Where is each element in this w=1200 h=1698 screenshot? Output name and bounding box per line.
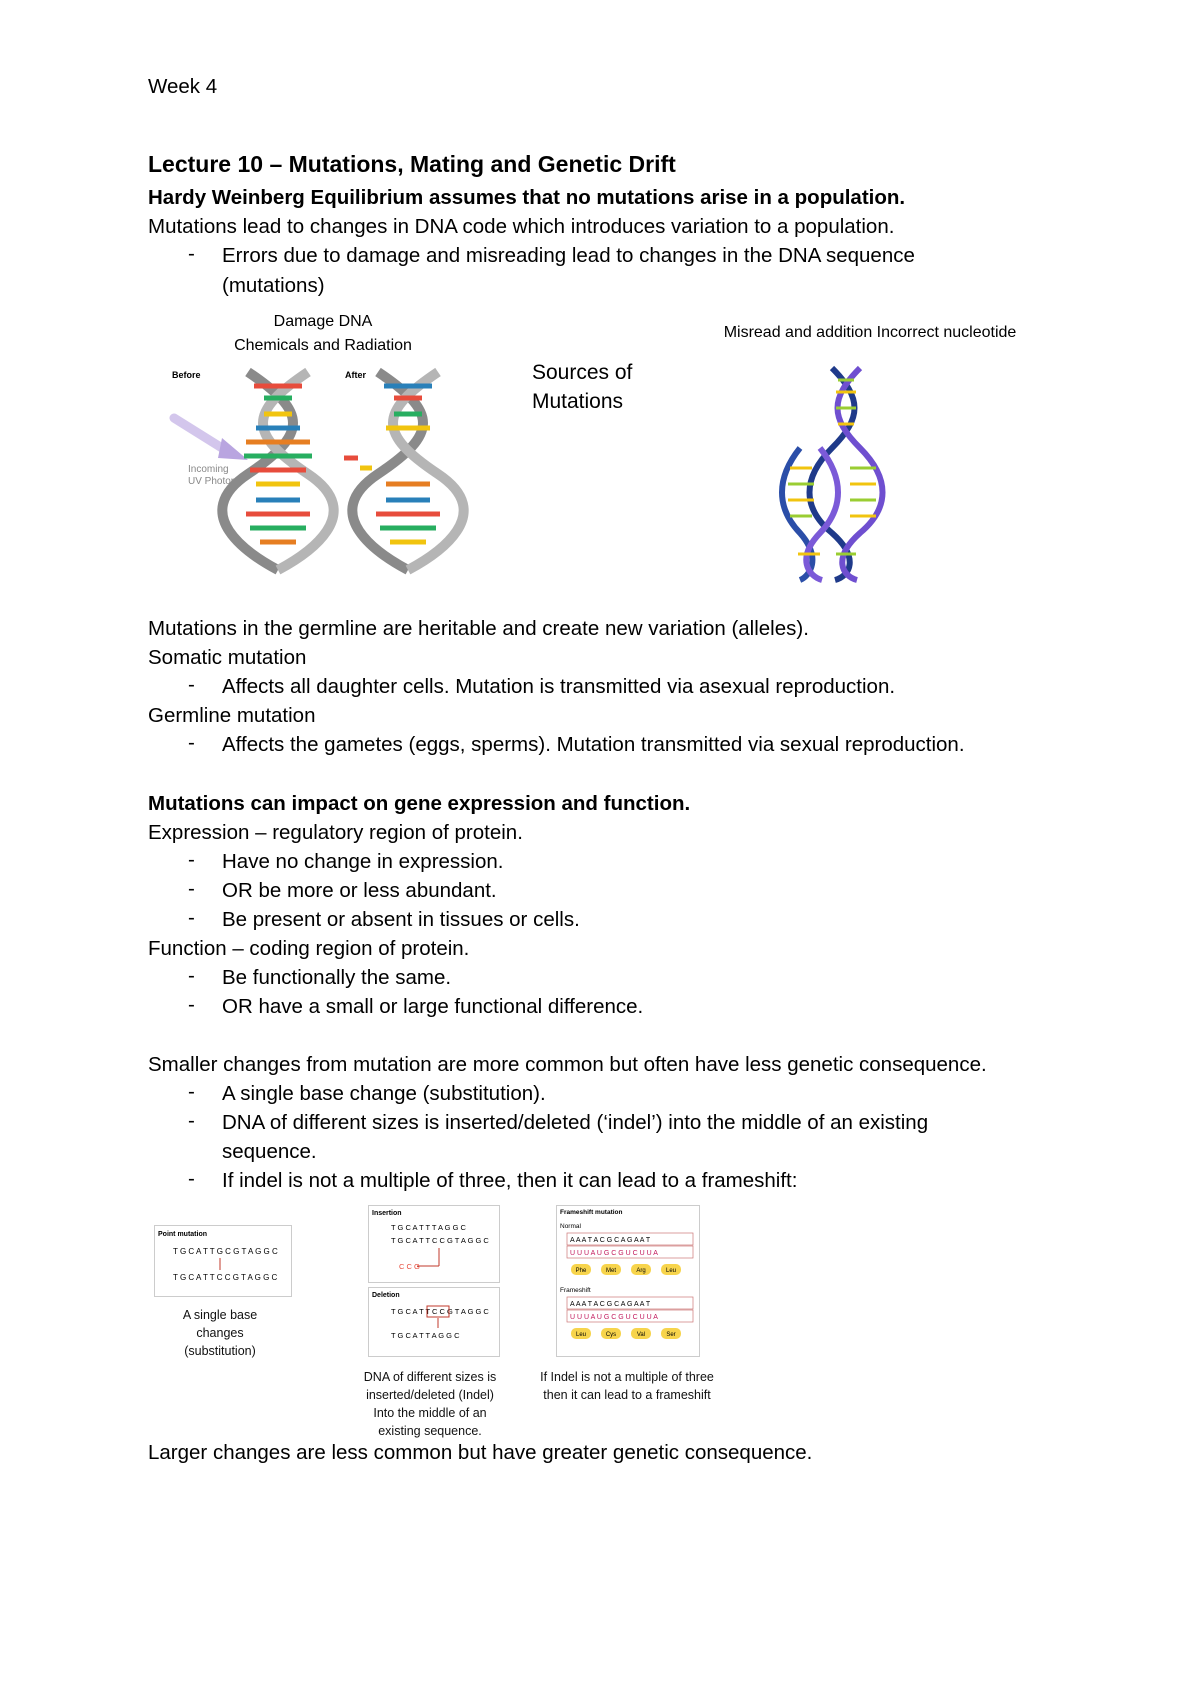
mutant-dna: A A A T A C G C A G A A T <box>570 1301 651 1308</box>
normal-amino-acids <box>571 1264 681 1275</box>
hw-assumption: Hardy Weinberg Equilibrium assumes that no mutations arise in a population. <box>148 186 906 209</box>
insertion-svg <box>369 1206 499 1282</box>
larger-changes-line: Larger changes are less common but have greater genetic consequence. <box>148 1441 813 1464</box>
frameshift-svg <box>557 1206 699 1356</box>
mutant-label: Frameshift <box>560 1287 591 1294</box>
indel-bullet-cont: sequence. <box>222 1140 317 1163</box>
frameshift-figure <box>556 1205 700 1357</box>
substitution-bullet: A single base change (substitution). <box>222 1082 546 1105</box>
bullet-dash: - <box>188 673 195 696</box>
before-label: Before <box>172 370 201 380</box>
incoming-label-2: UV Photon <box>188 476 237 487</box>
insertion-seq-3: C C G <box>399 1262 420 1271</box>
function-bullet-2: OR have a small or large functional difference. <box>222 995 644 1018</box>
mutant-aa-4: Ser <box>666 1332 676 1338</box>
normal-aa-3: Arg <box>636 1268 646 1274</box>
after-label: After <box>345 370 367 380</box>
indel-caption <box>345 1368 515 1440</box>
mutant-aa-1: Leu <box>575 1332 587 1338</box>
sources-label-2: Mutations <box>532 390 624 413</box>
bullet-dash: - <box>188 242 195 265</box>
expression-heading: Expression – regulatory region of protein. <box>148 821 523 844</box>
uv-photon-arrow-icon <box>174 418 248 460</box>
smaller-changes-line: Smaller changes from mutation are more common but often have less genetic consequence. <box>148 1053 987 1076</box>
somatic-bullet: Affects all daughter cells. Mutation is transmitted via asexual reproduction. <box>222 675 896 698</box>
indel-caption-3: Into the middle of an <box>373 1406 487 1420</box>
germline-intro: Mutations in the germline are heritable and create new variation (alleles). <box>148 617 809 640</box>
bullet-dash: - <box>188 731 195 754</box>
function-bullet-1: Be functionally the same. <box>222 966 452 989</box>
bullet-dash: - <box>188 877 195 900</box>
expression-bullet-3: Be present or absent in tissues or cells. <box>222 908 580 931</box>
normal-aa-1: Phe <box>575 1268 587 1274</box>
bullet-dash: - <box>188 1080 195 1103</box>
intro-bullet: Errors due to damage and misreading lead to changes in the DNA sequence <box>222 244 915 267</box>
germline-bullet: Affects the gametes (eggs, sperms). Mutation transmitted via sexual reproduction. <box>222 733 965 756</box>
bullet-dash: - <box>188 964 195 987</box>
normal-aa-4: Leu <box>665 1268 677 1274</box>
point-seq-2: T G C A T T C C G T A G G C <box>173 1273 278 1282</box>
dna-helix-after-icon <box>344 372 464 570</box>
impact-heading: Mutations can impact on gene expression and function. <box>148 792 691 815</box>
normal-label: Normal <box>560 1223 581 1230</box>
insertion-seq-1: T G C A T T T A G G C <box>391 1223 466 1232</box>
frameshift-caption-1: If Indel is not a multiple of three <box>540 1370 714 1384</box>
deletion-seq-2: T G C A T T A G G C <box>391 1331 460 1340</box>
intro-bullet-cont: (mutations) <box>222 274 325 297</box>
sources-figure-svg <box>160 308 1080 588</box>
function-heading: Function – coding region of protein. <box>148 937 470 960</box>
bullet-dash: - <box>188 1167 195 1190</box>
point-mutation-label: Point mutation <box>158 1231 207 1238</box>
point-caption-1: A single base <box>182 1308 258 1322</box>
frameshift-label: Frameshift mutation <box>560 1209 623 1216</box>
indel-caption-1: DNA of different sizes is <box>363 1370 497 1384</box>
bullet-dash: - <box>188 993 195 1016</box>
normal-aa-2: Met <box>605 1268 617 1274</box>
sources-label-1: Sources of <box>532 361 633 384</box>
deletion-label: Deletion <box>372 1292 400 1299</box>
normal-dna: A A A T A C G C A G A A T <box>570 1237 651 1244</box>
somatic-heading: Somatic mutation <box>148 646 307 669</box>
insertion-seq-2: T G C A T T C C G T A G G C <box>391 1236 489 1245</box>
frameshift-caption <box>524 1368 730 1404</box>
point-mutation-figure <box>154 1225 292 1297</box>
dna-helix-before-icon <box>222 372 333 570</box>
indel-caption-2: inserted/deleted (Indel) <box>366 1388 494 1402</box>
dna-helix-misread-icon <box>782 368 883 580</box>
insertion-figure <box>368 1205 500 1283</box>
incoming-label-1: Incoming <box>188 464 229 475</box>
mutant-amino-acids <box>571 1328 681 1339</box>
indel-bullet: DNA of different sizes is inserted/deleted (‘indel’) into the middle of an existing <box>222 1111 929 1134</box>
lecture-title: Lecture 10 – Mutations, Mating and Genetic Drift <box>148 151 676 177</box>
mutant-aa-2: Cys <box>605 1332 617 1338</box>
week-label: Week 4 <box>148 75 218 98</box>
sources-of-mutations-figure <box>160 308 1080 588</box>
deletion-seq-1: T G C A T T C C G T A G G C <box>391 1307 489 1316</box>
point-caption-3: (substitution) <box>184 1344 256 1358</box>
insertion-label: Insertion <box>372 1210 402 1217</box>
damage-title-1: Damage DNA <box>273 313 373 330</box>
bullet-dash: - <box>188 848 195 871</box>
mutant-mrna: U U U A U G C G U C U U A <box>570 1314 658 1321</box>
bullet-dash: - <box>188 1109 195 1132</box>
indel-caption-4: existing sequence. <box>378 1424 482 1438</box>
mutant-aa-3: Val <box>636 1332 646 1338</box>
normal-mrna: U U U A U G C G U C U U A <box>570 1250 658 1257</box>
damage-title-2: Chemicals and Radiation <box>234 337 412 354</box>
point-caption <box>160 1306 280 1360</box>
intro-line: Mutations lead to changes in DNA code which introduces variation to a population. <box>148 215 895 238</box>
germline-heading: Germline mutation <box>148 704 316 727</box>
bullet-dash: - <box>188 906 195 929</box>
point-mutation-svg <box>155 1226 291 1296</box>
expression-bullet-2: OR be more or less abundant. <box>222 879 497 902</box>
frameshift-caption-2: then it can lead to a frameshift <box>543 1388 711 1402</box>
frameshift-bullet: If indel is not a multiple of three, then it can lead to a frameshift: <box>222 1169 798 1192</box>
deletion-figure <box>368 1287 500 1357</box>
point-caption-2: changes <box>196 1326 244 1340</box>
expression-bullet-1: Have no change in expression. <box>222 850 504 873</box>
misread-title: Misread and addition Incorrect nucleotide <box>723 324 1017 341</box>
point-seq-1: T G C A T T G C G T A G G C <box>173 1247 278 1256</box>
deletion-svg <box>369 1288 499 1356</box>
